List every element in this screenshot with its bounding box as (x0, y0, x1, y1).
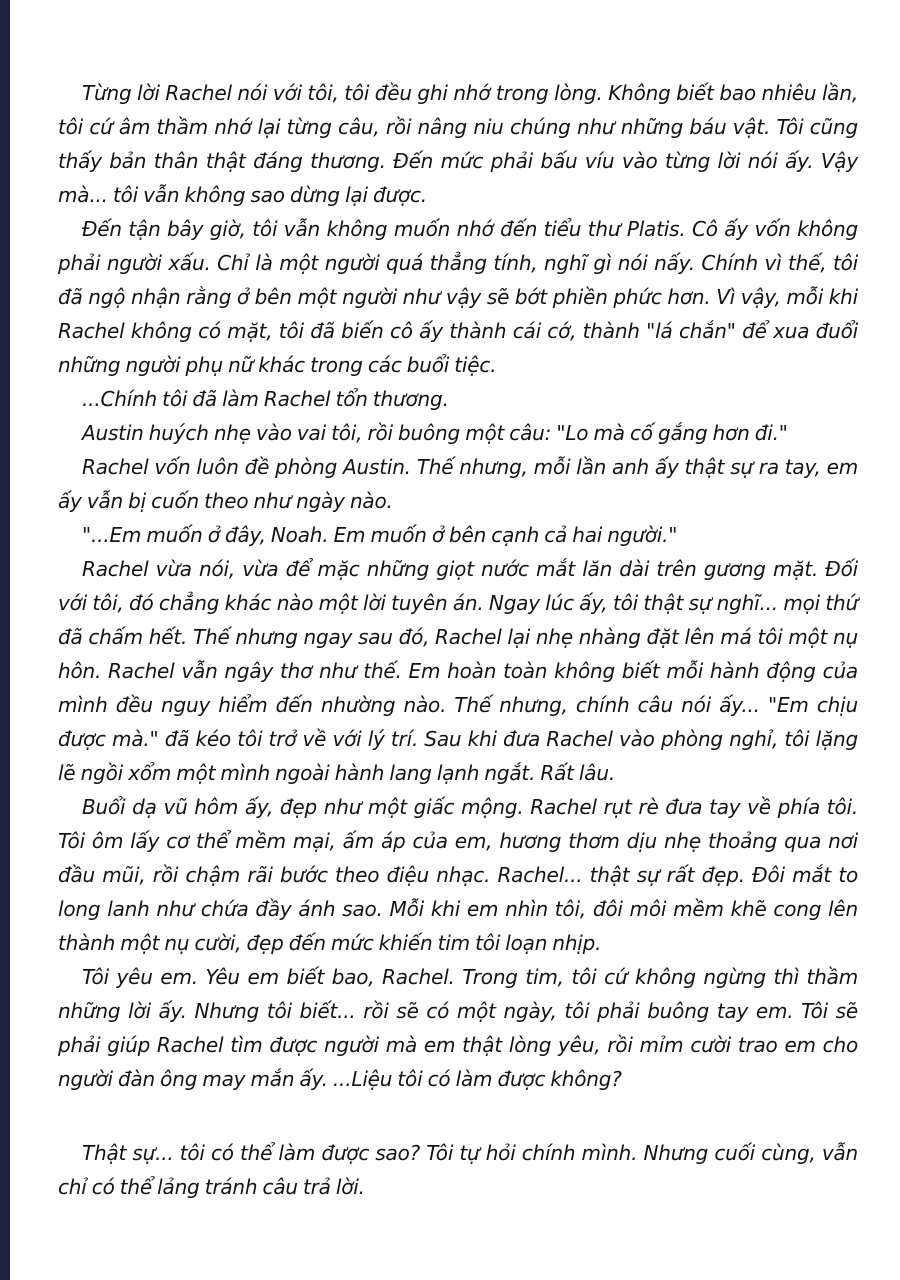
paragraph: Đến tận bây giờ, tôi vẫn không muốn nhớ đến tiểu thư Platis. Cô ấy vốn không phải người xấu. Chỉ là một người quá thẳng tính, nghĩ gì nói nấy. Chính vì thế, tôi đã ngộ nhận rằng ở bên một người như vậy sẽ bớt phiền phức hơn. Vì vậy, mỗi khi Rachel không có mặt, tôi đã biến cô ấy thành cái cớ, thành "lá chắn" để xua đuổi những người phụ nữ khác trong các buổi tiệc. (58, 217, 858, 377)
paragraph: Tôi yêu em. Yêu em biết bao, Rachel. Trong tim, tôi cứ không ngừng thì thầm những lời ấy. Nhưng tôi biết... rồi sẽ có một ngày, tôi phải buông tay em. Tôi sẽ phải giúp Rachel tìm được người mà em thật lòng yêu, rồi mỉm cười trao em cho người đàn ông may mắn ấy. ...Liệu tôi có làm được không? (58, 965, 858, 1091)
paragraph: Austin huých nhẹ vào vai tôi, rồi buông một câu: "Lo mà cố gắng hơn đi." (82, 421, 788, 445)
paragraph-gap (58, 1096, 858, 1136)
left-border (0, 0, 10, 1280)
paragraph: Buổi dạ vũ hôm ấy, đẹp như một giấc mộng. Rachel rụt rè đưa tay về phía tôi. Tôi ôm lấy cơ thể mềm mại, ấm áp của em, hương thơm dịu nhẹ thoảng qua nơi đầu mũi, rồi chậm rãi bước theo điệu nhạc. Rachel... thật sự rất đẹp. Đôi mắt to long lanh như chứa đầy ánh sao. Mỗi khi em nhìn tôi, đôi môi mềm khẽ cong lên thành một nụ cười, đẹp đến mức khiến tim tôi loạn nhịp. (58, 795, 858, 955)
paragraph: Rachel vốn luôn đề phòng Austin. Thế nhưng, mỗi lần anh ấy thật sự ra tay, em ấy vẫn bị cuốn theo như ngày nào. (58, 455, 858, 513)
paragraph: Rachel vừa nói, vừa để mặc những giọt nước mắt lăn dài trên gương mặt. Đối với tôi, đó chẳng khác nào một lời tuyên án. Ngay lúc ấy, tôi thật sự nghĩ... mọi thứ đã chấm hết. Thế nhưng ngay sau đó, Rachel lại nhẹ nhàng đặt lên má tôi một nụ hôn. Rachel vẫn ngây thơ như thế. Em hoàn toàn không biết mỗi hành động của mình đều nguy hiểm đến nhường nào. Thế nhưng, chính câu nói ấy... "Em chịu được mà." đã kéo tôi trở về với lý trí. Sau khi đưa Rachel vào phòng nghỉ, tôi lặng lẽ ngồi xổm một mình ngoài hành lang lạnh ngắt. Rất lâu. (58, 557, 858, 785)
paragraph: Từng lời Rachel nói với tôi, tôi đều ghi nhớ trong lòng. Không biết bao nhiêu lần, tôi cứ âm thầm nhớ lại từng câu, rồi nâng niu chúng như những báu vật. Tôi cũng thấy bản thân thật đáng thương. Đến mức phải bấu víu vào từng lời nói ấy. Vậy mà... tôi vẫn không sao dừng lại được. (58, 81, 858, 207)
paragraph: "...Em muốn ở đây, Noah. Em muốn ở bên cạnh cả hai người." (82, 523, 678, 547)
paragraph: ...Chính tôi đã làm Rachel tổn thương. (82, 387, 449, 411)
final-paragraph: Thật sự... tôi có thể làm được sao? Tôi tự hỏi chính mình. Nhưng cuối cùng, vẫn chỉ có thể lảng tránh câu trả lời. (58, 1141, 858, 1199)
story-text (58, 76, 858, 1204)
